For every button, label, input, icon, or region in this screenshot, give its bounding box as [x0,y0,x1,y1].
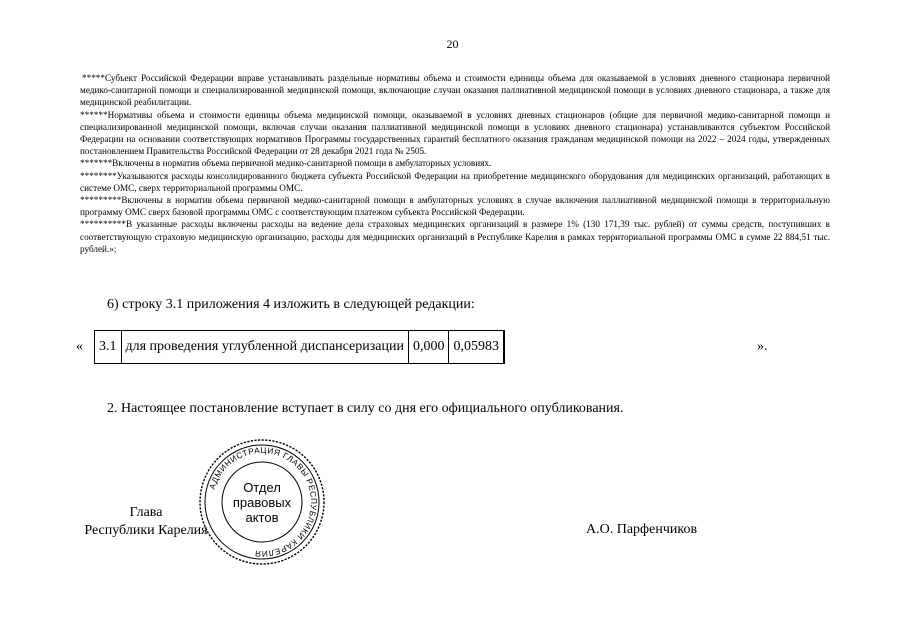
stamp-center-line-2: правовых [232,495,292,510]
footnote: *********Включены в норматив объема первичной медико-санитарной помощи в амбулаторных условиях в случае включения паллиативной медицинской помощи в территориальную программу ОМС сверх базовой программы ОМС с соответствующим платежом субъекта Российской Федерации. [80,195,830,218]
stamp-center-line-1: Отдел [243,480,281,495]
footnote: ******Нормативы объема и стоимости единицы объема медицинской помощи, оказываемой в условиях дневных стационаров (общие для первичной медико-санитарной помощи и специализированной медицинской помощи, включая случаи оказания паллиативной медицинской помощи в условиях дневного стационара) устанавливаются субъектом Российской Федерации на основании соответствующих нормативов Программы государственных гарантий бесплатного оказания гражданам медицинской помощи на 2022 – 2024 годы, утвержденных постановлением Правительства Российской Федерации от 28 декабря 2021 года № 2505. [80,109,830,157]
footnote: ********Указываются расходы консолидированного бюджета субъекта Российской Федерации на приобретение медицинского оборудования для медицинских организаций, работающих в системе ОМС, сверх территориальной программы ОМС. [80,170,830,193]
table-cell-value-1: 0,000 [408,331,449,364]
table-cell-description: для проведения углубленной диспансеризации [121,331,408,364]
open-quote: « [76,339,83,354]
amendment-table [94,330,505,364]
stamp-center-line-3: актов [245,510,279,525]
signatory-title [80,504,212,540]
table-cell-empty [503,331,504,364]
signatory-title-line-2: Республики Карелия [84,523,208,538]
signatory-name: А.О. Парфенчиков [586,522,698,537]
table-cell-value-2: 0,05983 [449,331,504,364]
footnote: *******Включены в норматив объема первичной медико-санитарной помощи в амбулаторных условиях. [80,158,492,169]
effective-date-clause: 2. Настоящее постановление вступает в силу со дня его официального опубликования. [107,401,624,416]
amendment-instruction: 6) строку 3.1 приложения 4 изложить в следующей редакции: [107,297,475,312]
footnotes [80,72,830,255]
signatory-title-line-1: Глава [129,505,163,520]
close-quote: ». [757,339,768,354]
footnote: **********В указанные расходы включены расходы на ведение дела страховых медицинских организаций в размере 1% (130 171,39 тыс. рублей) от суммы средств, поступивших в соответствующую страховую медицинскую организацию, расходы для медицинских организаций в Республике Карелия в рамках территориальной программы ОМС в сумме 22 884,51 тыс. рублей.»; [80,219,830,254]
stamp-ring-text: АДМИНИСТРАЦИЯ ГЛАВЫ РЕСПУБЛИКИ КАРЕЛИЯ [207,445,319,559]
page-number: 20 [446,37,459,51]
footnote: *****Субъект Российской Федерации вправе устанавливать раздельные нормативы объема и стоимости единицы объема для оказываемой в условиях дневного стационара первичной медико-санитарной помощи и специализированной медицинской помощи, включающие случаи оказания паллиативной медицинской помощи в условиях дневного стационара, а также для медицинской реабилитации. [80,73,830,108]
stamp-icon [198,438,326,566]
table-cell-number: 3.1 [95,331,122,364]
table-row [95,331,505,364]
